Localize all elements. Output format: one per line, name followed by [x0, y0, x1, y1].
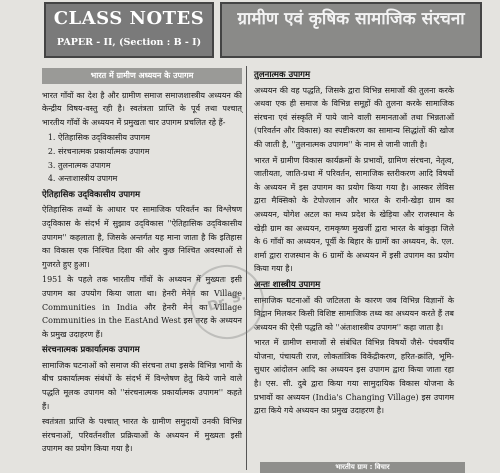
list-item: 3. तुलनात्मक उपागम [58, 159, 242, 173]
left-column [42, 66, 242, 458]
column-divider [246, 66, 247, 470]
paragraph-historical-2: 1951 के पहले तक भारतीय गाँवों के अध्ययन में मुख्यतः इसी उपागम का उपयोग किया जाता था। हेनरी मेनेन का Village Communities in India और हेनरी मेन का Village Communities in the EastAnd West इस तरह के अध्ययन के प्रमुख उदाहरण हैं। [42, 275, 242, 339]
right-column [254, 66, 454, 420]
chapter-title-box [220, 2, 482, 58]
footer-section-band: भारतीय ग्राम : विचार [260, 462, 465, 473]
approach-list [42, 131, 242, 185]
list-item: 2. संरचनात्मक प्रकार्यात्मक उपागम [58, 145, 242, 159]
section-band-heading: भारत में ग्रामीण अध्ययन के उपागम [42, 68, 242, 84]
paragraph-interdisciplinary-1: सामाजिक घटनाओं की जटिलता के कारण जब विभिन्न विज्ञानों के विद्वान मिलकर किसी विशिष्ट सामाजिक तथ्य का अध्ययन करते हैं तब अध्ययन की ऐसी पद्धति को ''अंतःशास्त्रीय उपागम'' कहा जाता है। [254, 295, 454, 332]
chapter-title: ग्रामीण एवं कृषिक सामाजिक संरचना [237, 9, 465, 29]
watermark-stamp: Dr. S. [180, 255, 273, 348]
paragraph-structural-2: स्वतंत्रता प्राप्ति के पश्चात् भारत के ग्रामीण समुदायों उनकी विभिन्न संरचनाओं, परिवर्तनशील प्रक्रियाओं के अध्ययन में मुख्यतः इसी उपागम का प्रयोग किया गया है। [42, 417, 242, 454]
heading-comparative: तुलनात्मक उपागम [254, 70, 311, 80]
paragraph-historical-1: ऐतिहासिक तथ्यों के आधार पर सामाजिक परिवर्तन का विश्लेषण उद्‌विकास के संदर्भ में सुझाव उद्‌विकास ''ऐतिहासिक उद्‌विकासीय उपागम'' कहलाता है, जिसके अन्तर्गत यह माना जाता है कि इतिहास का विकास एक निश्चित दिशा की ओर कुछ निश्चित अवस्थाओं से गुजरते हुए हुआ। [42, 205, 242, 269]
intro-paragraph: भारत गाँवों का देश है और ग्रामीण समाज समाजशास्त्रीय अध्ययन की केन्द्रीय विषय-वस्तु रही है। स्वतंत्रता प्राप्ति के पूर्व तथा पश्चात् भारतीय गाँवों के अध्ययन में प्रमुखतः चार उपागम प्रचलित रहे हैं- [42, 90, 242, 127]
heading-structural: संरचनात्मक प्रकार्यात्मक उपागम [42, 345, 140, 356]
paragraph-structural-1: सामाजिक घटनाओं को समाज की संरचना तथा इसके विभिन्न भागों के बीच प्रकार्यात्मक संबंधों के संदर्भ में विश्लेषण हेतु किये जाने वाले पद्धति मूलक उपागम को ''संरचनात्मक प्रकार्यात्मक उपागम'' कहते हैं। [42, 360, 242, 411]
list-item: 4. अन्तःशास्त्रीय उपागम [58, 172, 242, 186]
heading-historical: ऐतिहासिक उद्‌विकासीय उपागम [42, 189, 141, 200]
list-item: 1. ऐतिहासिक उद्‌विकासीय उपागम [58, 131, 242, 145]
paragraph-comparative-1: अध्ययन की वह पद्धति, जिसके द्वारा विभिन्न समाजों की तुलना करके अथवा एक ही समाज के विभिन्न समूहों की तुलना करके सामाजिक संरचना एवं संस्कृति में पाये जाने वाली समानताओं तथा भिन्नताओं (परिवर्तन और विकास) का स्पष्टीकरण का सामान्य सिद्धांतों की खोज की जाती है, ''तुलनात्मक उपागम'' के नाम से जानी जाती है। [254, 85, 454, 149]
heading-interdisciplinary: अन्तः शास्त्रीय उपागम [254, 279, 321, 290]
paragraph-comparative-2: भारत में ग्रामीण विकास कार्यक्रमों के प्रभावों, ग्रामिण संरचना, नेतृत्व, जातीयता, जाति-प्रथा में परिवर्तन, सामाजिक स्तरीकरण आदि विषयों के अध्ययन में इस उपागम का प्रयोग किया गया है। आस्कर लेविस द्वारा मैक्सिको के टेपोज्लान और भारत के रानी-खेड़ा ग्राम का अध्ययन, योगेश अटल का मध्य प्रदेश के खेड़िया और राजस्थान के खेड़ी ग्राम का अध्ययन, रामकृष्ण मुखर्जी द्वारा भारत के बांकुड़ा जिले के 6 गाँवों का अध्ययन, पूर्वी के बिहार के ग्रामों का अध्ययन, के. एल. शर्मा द्वारा राजस्थान के 6 ग्रामों के अध्ययन में इसी उपागम का प्रयोग किया गया है। [254, 155, 454, 274]
paragraph-interdisciplinary-2: भारत में ग्रामीण समाजों से संबंधित विभिन्न विषयों जैसे- पंचवर्षीय योजना, पंचायती राज, लोकतांत्रिक विकेंद्रीकरण, हरित-क्रांति, भूमि-सुधार आंदोलन आदि का अध्ययन इस उपागम द्वारा किया जाता रहा है। एस. सी. दुबे द्वारा किया गया सामुदायिक विकास योजना के प्रभावों का अध्ययन (India's Changing Village) इस उपागम द्वारा किये गये अध्ययन का प्रमुख उदाहरण है। [254, 338, 454, 416]
class-notes-header [44, 2, 214, 58]
paper-section-label: PAPER - II, (Section : B - I) [56, 37, 202, 48]
class-notes-title: CLASS NOTES [53, 8, 205, 29]
